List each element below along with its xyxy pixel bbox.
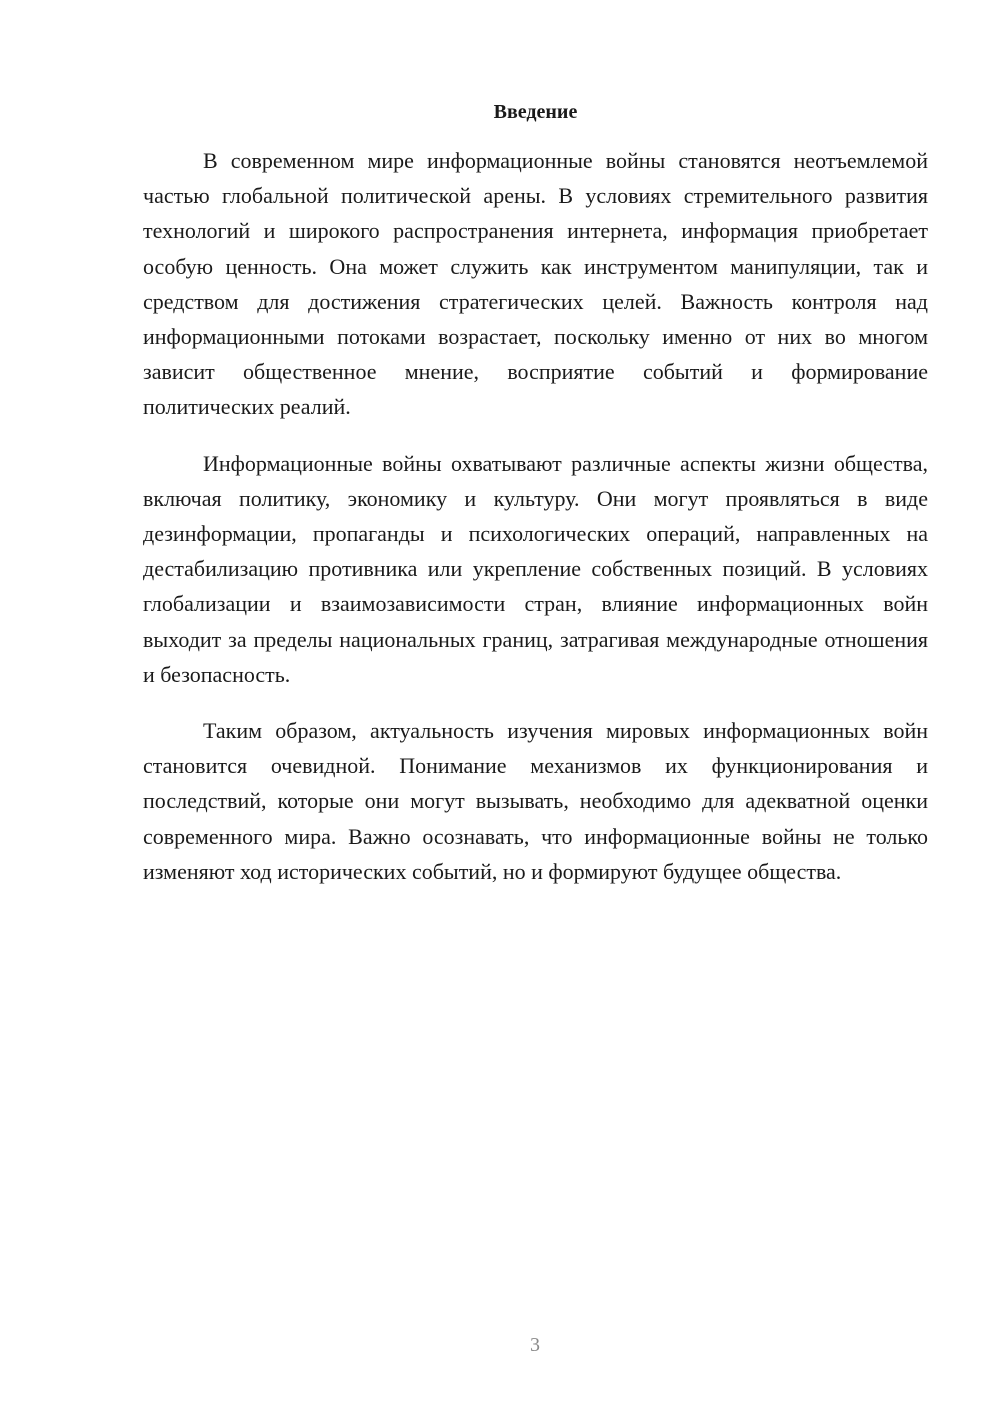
body-text xyxy=(143,143,928,910)
paragraph-1: В современном мире информационные войны становятся неотъемлемой частью глобальной политической арены. В условиях стремительного развития технологий и широкого распространения интернета, информация приобретает особую ценность. Она может служить как инструментом манипуляции, так и средством для достижения стратегических целей. Важность контроля над информационными потоками возрастает, поскольку именно от них во многом зависит общественное мнение, восприятие событий и формирование политических реалий. xyxy=(143,148,928,420)
section-heading: Введение xyxy=(493,101,578,123)
paragraph-3: Таким образом, актуальность изучения мировых информационных войн становится очевидной. Понимание механизмов их функционирования и последствий, которые они могут вызывать, необходимо для адекватной оценки современного мира. Важно осознавать, что информационные войны не только изменяют ход исторических событий, но и формируют будущее общества. xyxy=(143,718,928,884)
paragraph-2: Информационные войны охватывают различные аспекты жизни общества, включая политику, экономику и культуру. Они могут проявляться в виде дезинформации, пропаганды и психологических операций, направленных на дестабилизацию противника или укрепление собственных позиций. В условиях глобализации и взаимозависимости стран, влияние информационных войн выходит за пределы национальных границ, затрагивая международные отношения и безопасность. xyxy=(143,450,928,687)
page-number: 3 xyxy=(530,1334,540,1356)
